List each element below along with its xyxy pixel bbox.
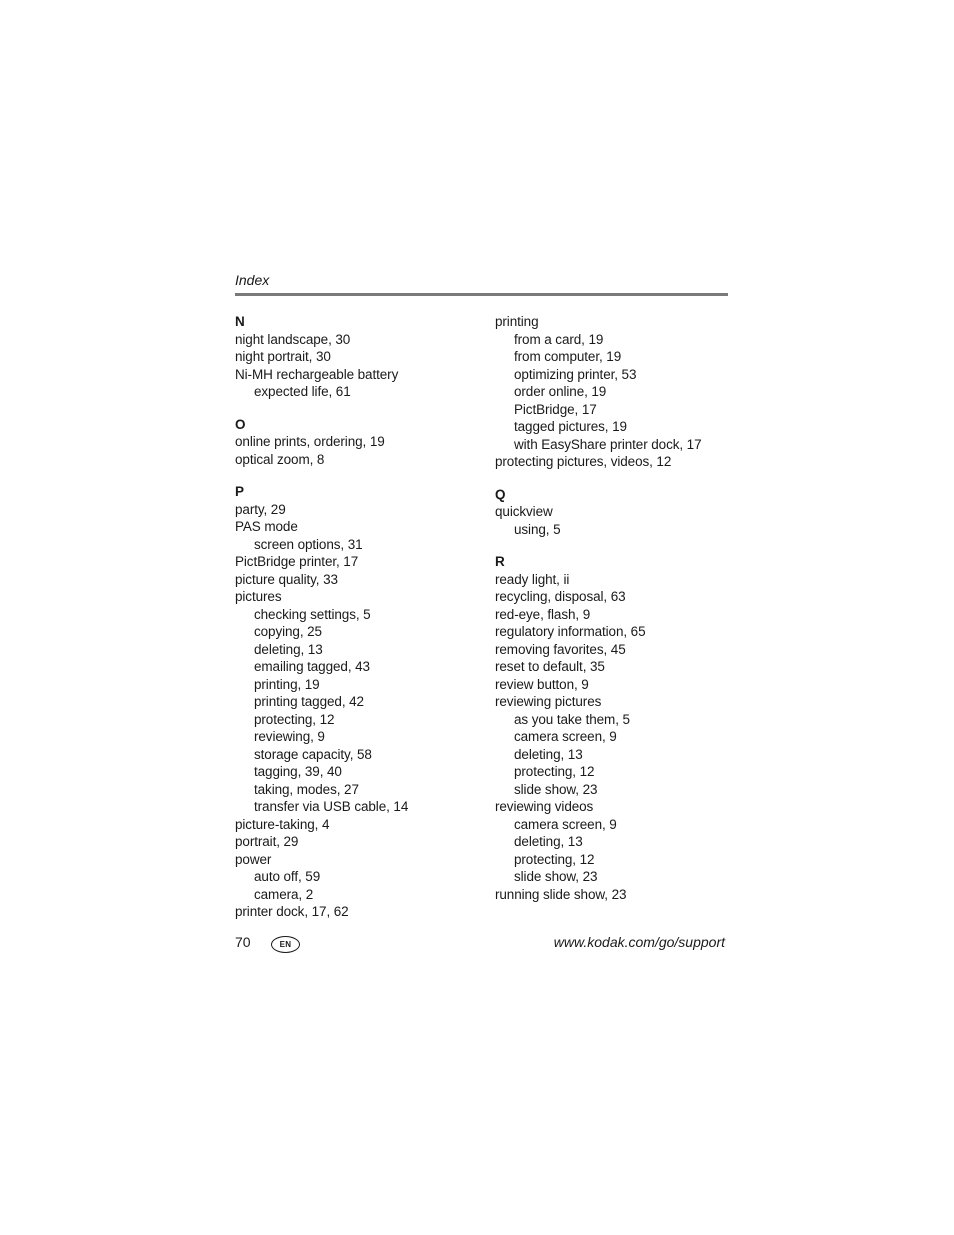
index-subentry: transfer via USB cable, 14: [254, 799, 409, 814]
index-entry: night landscape, 30: [235, 331, 351, 347]
index-entry: night portrait, 30: [235, 349, 331, 364]
index-subentry: from computer, 19: [514, 349, 622, 364]
index-subentry: protecting, 12: [514, 764, 595, 779]
index-letter-heading: N: [235, 314, 245, 329]
index-letter-heading: P: [235, 484, 244, 499]
index-entry: power: [235, 851, 272, 867]
index-subentry: storage capacity, 58: [254, 746, 372, 762]
index-letter-heading: O: [235, 416, 246, 432]
index-subentry: camera screen, 9: [514, 816, 617, 832]
header-rule: [235, 293, 728, 296]
language-badge: EN: [271, 936, 300, 953]
index-entry: running slide show, 23: [495, 886, 627, 902]
index-section: [495, 313, 735, 471]
index-entry: review button, 9: [495, 676, 589, 692]
index-section: [235, 313, 475, 401]
index-subentry: copying, 25: [254, 624, 322, 639]
index-entry: PAS mode: [235, 519, 298, 534]
index-section: [235, 416, 475, 469]
index-letter-heading: R: [495, 554, 505, 569]
index-entry: reviewing pictures: [495, 694, 602, 709]
index-entry: reviewing videos: [495, 799, 594, 814]
index-section: [235, 483, 475, 921]
index-entry: optical zoom, 8: [235, 451, 325, 467]
index-subentry: expected life, 61: [254, 384, 351, 399]
index-subentry: slide show, 23: [514, 781, 598, 797]
index-subentry: PictBridge, 17: [514, 401, 597, 417]
index-entry: printer dock, 17, 62: [235, 904, 349, 919]
index-subentry: emailing tagged, 43: [254, 659, 370, 674]
index-column-right: [495, 313, 735, 918]
index-subentry: tagging, 39, 40: [254, 764, 342, 779]
index-section: [495, 486, 735, 539]
index-subentry: screen options, 31: [254, 536, 363, 552]
index-entry: PictBridge printer, 17: [235, 554, 359, 569]
index-subentry: from a card, 19: [514, 331, 604, 347]
support-url: www.kodak.com/go/support: [553, 934, 725, 950]
index-subentry: slide show, 23: [514, 869, 598, 884]
index-subentry: protecting, 12: [514, 851, 595, 867]
index-subentry: using, 5: [514, 521, 561, 537]
page-number: 70: [235, 934, 251, 950]
index-subentry: deleting, 13: [254, 641, 323, 657]
index-entry: removing favorites, 45: [495, 641, 626, 657]
index-entry: Ni-MH rechargeable battery: [235, 366, 399, 382]
index-entry: quickview: [495, 504, 553, 519]
index-entry: online prints, ordering, 19: [235, 434, 385, 449]
running-header-title: Index: [235, 272, 270, 288]
index-subentry: as you take them, 5: [514, 711, 630, 727]
index-subentry: camera screen, 9: [514, 729, 617, 744]
index-entry: party, 29: [235, 501, 286, 517]
index-letter-heading: Q: [495, 486, 506, 502]
index-entry: picture quality, 33: [235, 571, 338, 587]
index-subentry: auto off, 59: [254, 869, 321, 884]
index-entry: protecting pictures, videos, 12: [495, 454, 672, 469]
index-subentry: camera, 2: [254, 886, 314, 902]
index-subentry: deleting, 13: [514, 834, 583, 849]
index-subentry: checking settings, 5: [254, 606, 371, 622]
index-entry: reset to default, 35: [495, 659, 605, 674]
index-subentry: tagged pictures, 19: [514, 419, 627, 434]
index-section: [495, 553, 735, 903]
index-entry: regulatory information, 65: [495, 624, 646, 639]
index-entry: printing: [495, 314, 539, 329]
index-subentry: taking, modes, 27: [254, 781, 359, 797]
index-subentry: reviewing, 9: [254, 729, 325, 744]
index-entry: red-eye, flash, 9: [495, 606, 591, 622]
index-subentry: optimizing printer, 53: [514, 366, 637, 382]
index-entry: recycling, disposal, 63: [495, 589, 626, 604]
index-entry: picture-taking, 4: [235, 816, 330, 832]
index-entry: ready light, ii: [495, 571, 570, 587]
index-subentry: with EasyShare printer dock, 17: [514, 436, 702, 452]
index-subentry: printing, 19: [254, 676, 320, 692]
index-column-left: [235, 313, 475, 936]
index-subentry: order online, 19: [514, 384, 607, 399]
index-subentry: protecting, 12: [254, 711, 335, 727]
index-subentry: deleting, 13: [514, 746, 583, 762]
index-entry: portrait, 29: [235, 834, 299, 849]
index-entry: pictures: [235, 589, 282, 604]
index-subentry: printing tagged, 42: [254, 694, 364, 709]
